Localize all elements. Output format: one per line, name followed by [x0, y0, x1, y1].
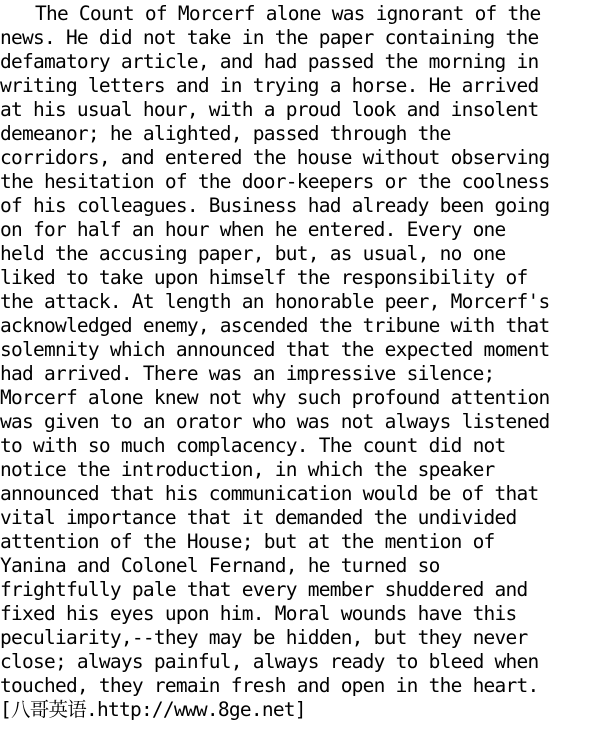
text-line: news. He did not take in the paper containing the [0, 26, 539, 49]
text-line: peculiarity,--they may be hidden, but they never [0, 626, 528, 649]
text-line: Morcerf alone knew not why such profound attention [0, 386, 550, 409]
text-line: fixed his eyes upon him. Moral wounds have this [0, 602, 517, 625]
text-line: frightfully pale that every member shuddered and [0, 578, 528, 601]
text-line: had arrived. There was an impressive silence; [0, 362, 495, 385]
text-line: The Count of Morcerf alone was ignorant of the [2, 2, 541, 25]
text-line: vital importance that it demanded the undivided [0, 506, 517, 529]
text-line: attention of the House; but at the mention of [0, 530, 495, 553]
text-line: was given to an orator who was not always listened [0, 410, 550, 433]
text-line: liked to take upon himself the responsibility of [0, 266, 528, 289]
text-line: close; always painful, always ready to bleed when [0, 650, 539, 673]
text-line: writing letters and in trying a horse. He arrived [0, 74, 539, 97]
text-line: acknowledged enemy, ascended the tribune with that [0, 314, 550, 337]
text-line: held the accusing paper, but, as usual, no one [0, 242, 506, 265]
text-line: the attack. At length an honorable peer, Morcerf's [0, 290, 550, 313]
text-line: notice the introduction, in which the speaker [0, 458, 495, 481]
text-line: defamatory article, and had passed the morning in [0, 50, 539, 73]
text-line: on for half an hour when he entered. Every one [0, 218, 506, 241]
text-line: of his colleagues. Business had already been going [0, 194, 550, 217]
text-line: to with so much complacency. The count did not [0, 434, 506, 457]
text-line: touched, they remain fresh and open in the heart. [0, 674, 539, 697]
text-line: at his usual hour, with a proud look and insolent [0, 98, 539, 121]
text-line: demeanor; he alighted, passed through the [0, 122, 451, 145]
text-line: corridors, and entered the house without observing [0, 146, 550, 169]
text-line: Yanina and Colonel Fernand, he turned so [0, 554, 440, 577]
text-line: solemnity which announced that the expected moment [0, 338, 550, 361]
text-line: the hesitation of the door-keepers or the coolness [0, 170, 550, 193]
text-line: announced that his communication would be of that [0, 482, 539, 505]
source-line: [八哥英语.http://www.8ge.net] [0, 698, 306, 721]
